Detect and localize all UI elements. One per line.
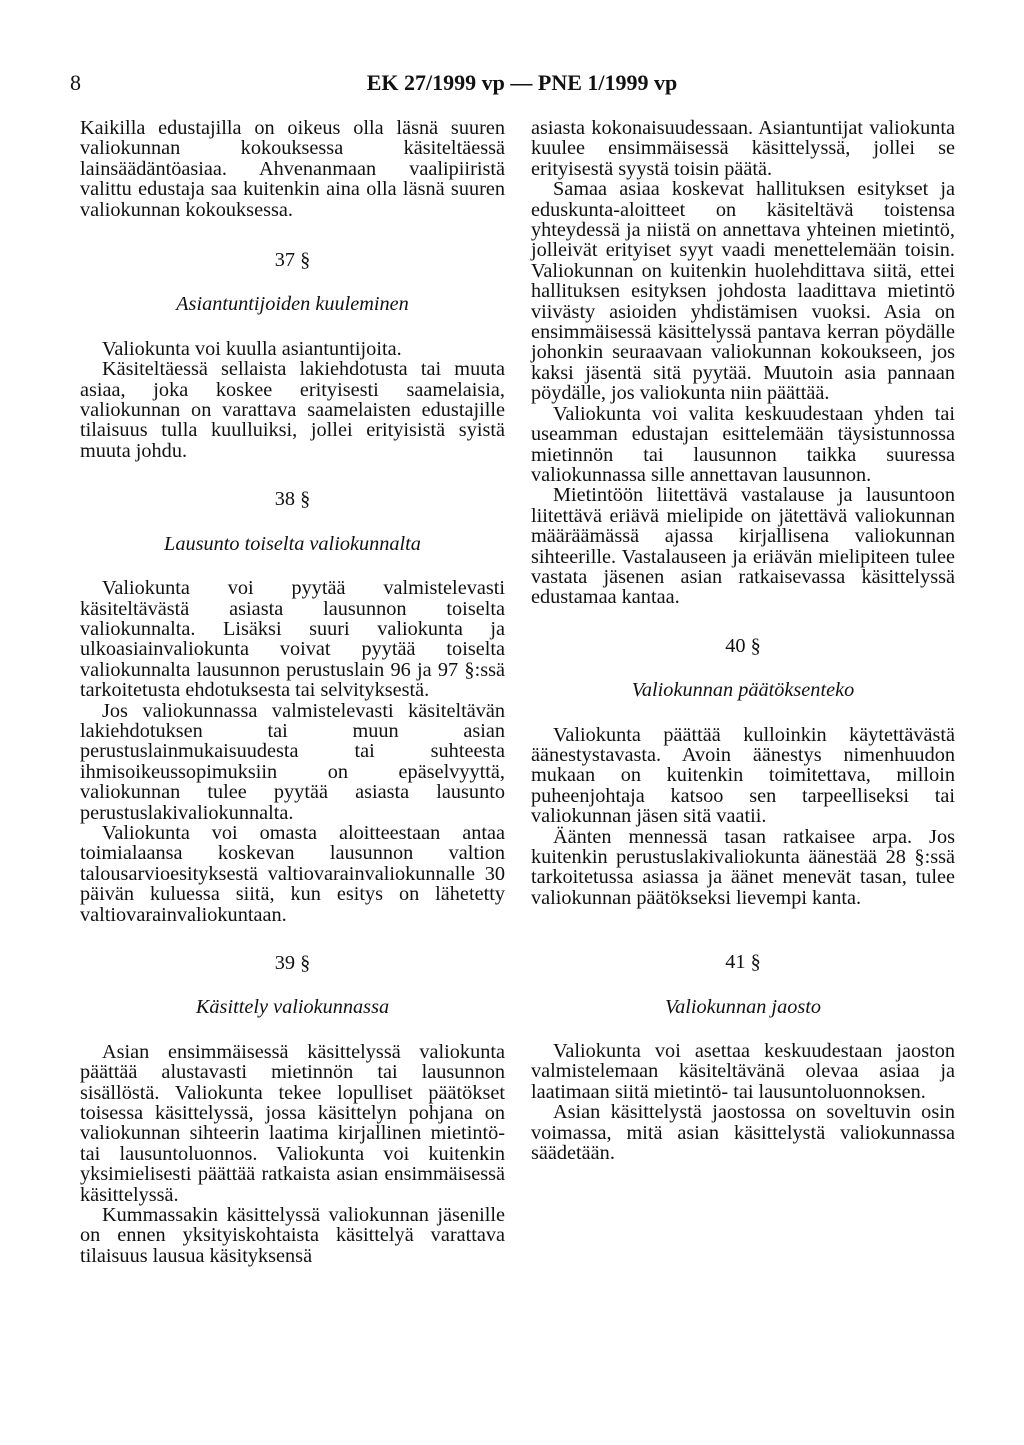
paragraph: Valiokunta päättää kulloinkin käytettävästä äänestystavasta. Avoin äänestys nimenhuudon mukaan on kuitenkin toimitettava, milloin puheenjohtaja katsoo sen tarpeelliseksi tai valiokunnan jäsen sitä vaatii. <box>531 723 955 828</box>
paragraph: Valiokunta voi omasta aloitteestaan antaa toimialaansa koskevan lausunnon valtion talousarvioesityksestä valtiovarainvaliokunnalle 30 päivän kuluessa siitä, kun esitys on lähetetty valtiovarainvaliokuntaan. <box>80 821 505 926</box>
section-38-heading <box>80 489 505 554</box>
paragraph: Asian ensimmäisessä käsittelyssä valiokunta päättää alustavasti mietinnön tai lausunnon sisällöstä. Valiokunta tekee lopulliset päätökset toisessa käsittelyssä, jossa käsittelyn pohjana on valiokunnan sihteerin laatima kirjallinen mietintö- tai lausuntoluonnos. Valiokunta voi kuitenkin yksimielisesti päättää ratkaista asian ensimmäisessä käsittelyssä. <box>80 1040 505 1206</box>
section-title: Käsittely valiokunnassa <box>195 996 390 1019</box>
section-40-heading <box>531 636 955 701</box>
section-number: 41 § <box>725 951 761 974</box>
page-number: 8 <box>70 70 81 95</box>
paragraph: Valiokunta voi valita keskuudestaan yhden tai useamman edustajan esittelemään täysistunnossa mietinnön tai lausunnon taikka suuressa valiokunnassa sille annettavan lausunnon. <box>531 402 955 486</box>
page-header <box>0 60 1024 100</box>
running-title: EK 27/1999 vp — PNE 1/1999 vp <box>366 70 678 95</box>
section-title: Valiokunnan jaosto <box>664 995 822 1018</box>
section-39-heading <box>80 953 505 1018</box>
section-37-heading <box>80 250 505 315</box>
intro-paragraph: Kaikilla edustajilla on oikeus olla läsnä suuren valiokunnan kokouksessa käsiteltäessä lainsäädäntöasiaa. Ahvenanmaan vaalipiiristä valittu edustaja saa kuitenkin aina olla läsnä suuren valiokunnan kokouksessa. <box>80 117 505 221</box>
paragraph: Käsiteltäessä sellaista lakiehdotusta tai muuta asiaa, joka koskee erityisesti saamelaisia, valiokunnan on varattava saamelaisten edustajille tilaisuus tulla kuulluiksi, jollei erityisistä syistä muuta johdu. <box>80 358 505 462</box>
paragraph: Asian käsittelystä jaostossa on soveltuvin osin voimassa, mitä asian käsittelystä valiokunnassa säädetään. <box>531 1101 955 1165</box>
paragraph: Jos valiokunnassa valmistelevasti käsiteltävän lakiehdotuksen tai muun asian perustuslainmukaisuudesta tai suhteesta ihmisoikeussopimuksiin on epäselvyyttä, valiokunnan tulee pyytää asiasta lausunto perustuslakivaliokunnalta. <box>80 699 505 824</box>
section-41-heading <box>531 952 955 1017</box>
section-title: Asiantuntijoiden kuuleminen <box>176 293 409 316</box>
paragraph: Kummassakin käsittelyssä valiokunnan jäsenille on ennen yksityiskohtaista käsittelyä varattava tilaisuus lausua käsityksensä <box>80 1204 505 1267</box>
section-number: 38 § <box>274 488 311 511</box>
left-column <box>80 118 505 1266</box>
right-column <box>531 118 955 1163</box>
paragraph: Äänten mennessä tasan ratkaisee arpa. Jos kuitenkin perustuslakivaliokunta äänestää 28 §:ssä tarkoitetussa asiassa ja äänet menevät tasan, tulee valiokunnan päätökseksi lievempi kanta. <box>531 825 955 909</box>
section-title: Lausunto toiselta valiokunnalta <box>164 532 421 555</box>
paragraph: Valiokunta voi kuulla asiantuntijoita. <box>102 337 402 360</box>
paragraph: Samaa asiaa koskevat hallituksen esitykset ja eduskunta-aloitteet on käsiteltävä toistensa yhteydessä ja niistä on annettava yhteinen mietintö, jolleivät erityiset syyt vaadi menettelemään toisin. Valiokunnan on kuitenkin huolehdittava siitä, ettei hallituksen esityksen johdosta laadittava mietintö viivästy asioiden yhdistämisen vuoksi. Asia on ensimmäisessä käsittelyssä pantava kerran pöydälle johonkin seuraavaan valiokunnan kokoukseen, jos kaksi jäsentä sitä pyytää. Muutoin asia pannaan pöydälle, jos valiokunta niin päättää. <box>531 178 955 405</box>
paragraph: Mietintöön liitettävä vastalause ja lausuntoon liitettävä eriävä mielipide on jätettävä valiokunnan määräämässä ajassa kirjallisena valiokunnan sihteerille. Vastalauseen ja eriävän mielipiteen tulee vastata jäsenen asian ratkaisevassa käsittelyssä edustamaa kantaa. <box>531 484 955 609</box>
paragraph: Valiokunta voi pyytää valmistelevasti käsiteltävästä asiasta lausunnon toiselta valiokunnalta. Lisäksi suuri valiokunta ja ulkoasiainvaliokunta voivat pyytää toiselta valiokunnalta lausunnon perustuslain 96 ja 97 §:ssä tarkoitetusta ehdotuksesta tai selvityksestä. <box>80 577 505 702</box>
paragraph: Valiokunta voi asettaa keskuudestaan jaoston valmistelemaan käsiteltävänä olevaa asiaa ja laatimaan siitä mietintö- tai lausuntoluonnoksen. <box>531 1040 955 1103</box>
section-title: Valiokunnan päätöksenteko <box>631 679 855 702</box>
section-number: 39 § <box>274 952 311 974</box>
continued-paragraph: asiasta kokonaisuudessaan. Asiantuntijat valiokunta kuulee ensimmäisessä käsittelyssä, jollei se erityisestä syystä toisin päätä. <box>531 117 955 180</box>
section-number: 37 § <box>274 249 311 272</box>
section-number: 40 § <box>725 634 761 657</box>
